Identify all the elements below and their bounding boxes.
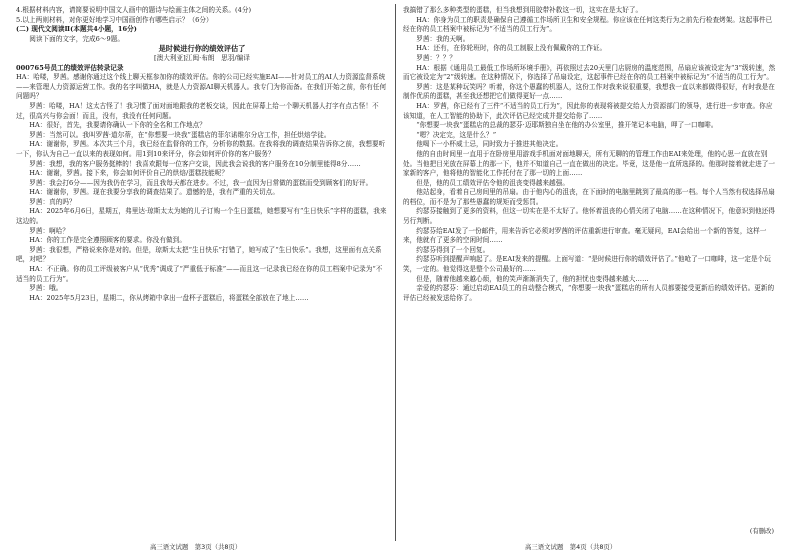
right-page xyxy=(403,6,778,535)
story-paragraph: 罗茜：我会打6分——因为我仍在学习，而且我每天都在进步。不过，我一直因为日常做的蛋糕而受到顾客们的好评。 xyxy=(29,178,373,187)
story-paragraph: 亲爱的约瑟芬：通过启动EAI员工的自动整合模式，“你想要一块我”蛋糕店的所有人员都要接受更新后的绩效评估。更新的评估已经被发送给你了。 xyxy=(403,284,775,302)
question-4: 4.根据材料内容，请简要说明中国文人画中的题诗与绘画主体之间的关系。(4分) xyxy=(16,6,252,14)
story-paragraph: HA：谢谢你，罗茜。本次共三个月，我已经在监督你的工作，分析你的数据。在我将我的调查结果告诉你之前，我想要听一下，你认为自己一直以来的表现如何。用1到10来评分，你会如何评价你的客户服务？ xyxy=(16,140,386,158)
story-paragraph: HA：很好，首先，我要请你确认一下你的全名和工作地点？ xyxy=(29,121,206,130)
story-paragraph: HA：谢谢你，罗茜。现在我要分享我的调查结果了。遗憾的是，我有严重的关切点。 xyxy=(29,188,279,197)
story-paragraph: HA：2025年5月23日，星期二，你从烤箱中拿出一盘杯子蛋糕后，将蛋糕全部放在了地上…… xyxy=(29,293,309,302)
story-paragraph: “嗯？决定完，这是什么？” xyxy=(416,130,497,139)
story-paragraph: HA：根据《通用员工最低工作场所环境手册》，再依照过去20天里门店厨房的温度范围，吊扇应该被设定为“3”级转速，然而它被设定为“2”级转速。在这种情况下，你选择了吊扇设定，这起事件已经在你的员工档案中被标记为“不适当的员工行为”。 xyxy=(403,63,776,82)
story-paragraph: HA：谢谢，罗茜。接下来，你会如何评价自己的烘焙/蛋糕技能呢？ xyxy=(29,169,229,178)
record-title: 000765号员工的绩效评估转录记录 xyxy=(16,63,124,72)
story-paragraph: 但是，随着他越来越心烦，他的笑声渐渐消失了，他的担忧也变得越来越大…… xyxy=(416,274,649,283)
section-heading: (二) 现代文阅读Ⅱ(本题共4小题，16分) xyxy=(16,25,137,34)
story-paragraph: 罗茜：？？？ xyxy=(416,53,457,62)
story-paragraph: 他站起身，看着自己房间里的吊扇。由于他内心的沮丧，在下面时的电脑里跳到了最高的那一档。每个人当然有权选择吊扇的档位，而不是为了那些愚蠢的规矩而受惩罚。 xyxy=(403,188,775,206)
question-5: 5.以上两则材料，对你更好地学习中国画创作有哪些启示？（6分） xyxy=(16,15,213,24)
story-paragraph: HA：还有，在你轮班时，你的员工制服上没有佩戴你的工作证。 xyxy=(416,44,607,53)
reading-instruction: 阅读下面的文字，完成6～9题。 xyxy=(29,34,125,43)
story-paragraph: 约瑟芬得到了一个回复。 xyxy=(416,245,490,254)
story-paragraph: 约瑟芬听到提醒声响起了。是EAI发来的提醒。上面写道：“是时候进行你的绩效评估了。”他呛了一口咖啡，这一定是个玩笑，一定的。他觉得这是整个公司最好的…… xyxy=(403,255,771,274)
story-byline: [澳大利亚]江闽·布朗 思羽/编译 xyxy=(153,53,251,62)
story-paragraph: 罗茜：这是某种玩笑吗？听着，你这个愚蠢的机器人，这份工作对我来说很重要，我想我一直以来都做得很好，有时我是在制作优质的蛋糕，甚至我还想把它们做得更好一点…… xyxy=(403,82,775,101)
story-paragraph: 约瑟芬给EAI发了一份邮件，用来告诉它必须对罗茜的评估重新进行审查。毫无疑问，EAI会给出一个新的答复，这样一来，他就有了更多的空闲时间…… xyxy=(403,226,767,245)
story-paragraph: HA：不正确。你的员工评级被客户从“优秀”调成了“严重低于标准”——而且这一记录我已经在你的员工档案中记录为“不适当的员工行为”。 xyxy=(16,265,383,283)
story-paragraph: 但是，他的员工绩效评估令他的沮丧变得越来越强。 xyxy=(416,178,569,187)
story-paragraph: 罗茜：真的吗？ xyxy=(29,197,76,206)
page-divider xyxy=(395,4,396,541)
story-title: 是时候进行你的绩效评估了 xyxy=(158,44,246,54)
story-paragraph: 罗茜：我的天啊。 xyxy=(416,34,470,43)
story-paragraph: HA：罗茜，你已经有了三件“不适当的员工行为”，因此你的表现将被提交给人力资源部门的领导，进行进一步审查。你应该知道，在人工智能的协助下，此次评估已经完成并提交给你了…… xyxy=(403,101,773,120)
story-paragraph: HA：哈喽，罗茜。感谢你通过这个线上聊天框参加你的绩效评估。你的公司已经实施EAI——针对员工的AI人力资源监督系统——来管理人力资源运营工作。我的名字叫做HA，就是人力资源AI聊天机器人。我专门为你而备。在我们开始之前，你有任何问题吗？ xyxy=(16,73,387,101)
footer-left: 高三语文试题 第3页（共8页） xyxy=(150,543,242,551)
story-paragraph: 罗茜：我很想，严格说来你是对的。但是，琼斯太太把“生日快乐”打错了，她写成了“生日快乐”。我想，这里面有点关系吧，对吧？ xyxy=(16,245,382,264)
story-paragraph: 罗茜：哈喽，HA！这太古怪了！我习惯了面对面地跟我的老板交谈，因此在屏幕上给一个聊天机器人打字有点古怪！不过，很高兴与你会面！而且，没有，我没有任何问题。 xyxy=(16,101,379,120)
story-paragraph: HA：你身为员工的职责是确保自己遵循工作场所卫生和安全规程。你应该在任何这类行为之前先行检查烤架。这起事件已经在你的员工档案中被标记为“不适当的员工行为”。 xyxy=(403,15,773,34)
story-paragraph: HA：你的工作是完全遵照顾客的要求。你没有做到。 xyxy=(29,236,186,245)
story-paragraph: 罗茜：我想，我的客户服务挺棒的！我喜欢跟每一位客户交谈，因此我会说我的客户服务在10分制里能得8分…… xyxy=(29,159,361,168)
story-paragraph: 他的自由时间里一直用于在卧房里用游戏手机面对面地聊天，所有无聊的的管理工作由EAI来处理，他的心思一直放在别处。当他把目光放在屏幕上的那一下，他并不知道自己一直在做出的决定。毕竟，这是他一直所选择的。他那时接着就走进了一家新的客户，他将他的智能化工作托付在了那一切的上面…… xyxy=(403,149,776,178)
story-paragraph: 他喝下一小杯威士忌，同时致力于推进其他决定。 xyxy=(416,140,563,149)
story-paragraph: 罗茜：哦。 xyxy=(29,284,63,293)
left-page xyxy=(16,6,388,535)
story-paragraph: 罗茜：啊哈？ xyxy=(29,226,70,235)
footer-right: 高三语文试题 第4页（共8页） xyxy=(525,543,617,551)
story-paragraph: “你想要一块我”蛋糕店的总裁的瑟芬·迈耶斯独自坐在他的办公室里，推开笔记本电脑，呷了一口咖啡。 xyxy=(416,121,718,130)
adapted-note: (有删改) xyxy=(749,527,774,535)
story-paragraph: HA：2025年6月6日，星期五，弗里达·琼斯太太为她的儿子订购一个生日蛋糕，她想要写有“生日快乐”字样的蛋糕，我来这边的。 xyxy=(16,207,387,226)
story-paragraph: 约瑟芬接触到了更多的资料，但这一切实在是不太好了。他怀着沮丧的心情关闭了电脑……在这种情况下，他意识到他还得另行判断。 xyxy=(403,207,775,226)
story-paragraph: 我搞错了那么多种类型的蛋糕，但当我想到用胶带补救这一切，这实在是太好了。 xyxy=(403,6,643,14)
story-paragraph: 罗茜：当然可以。我叫罗茜·道尔蒂，在“你想要一块我”蛋糕店的菲尔诺维尔分店工作，担任烘焙学徒。 xyxy=(29,130,331,139)
